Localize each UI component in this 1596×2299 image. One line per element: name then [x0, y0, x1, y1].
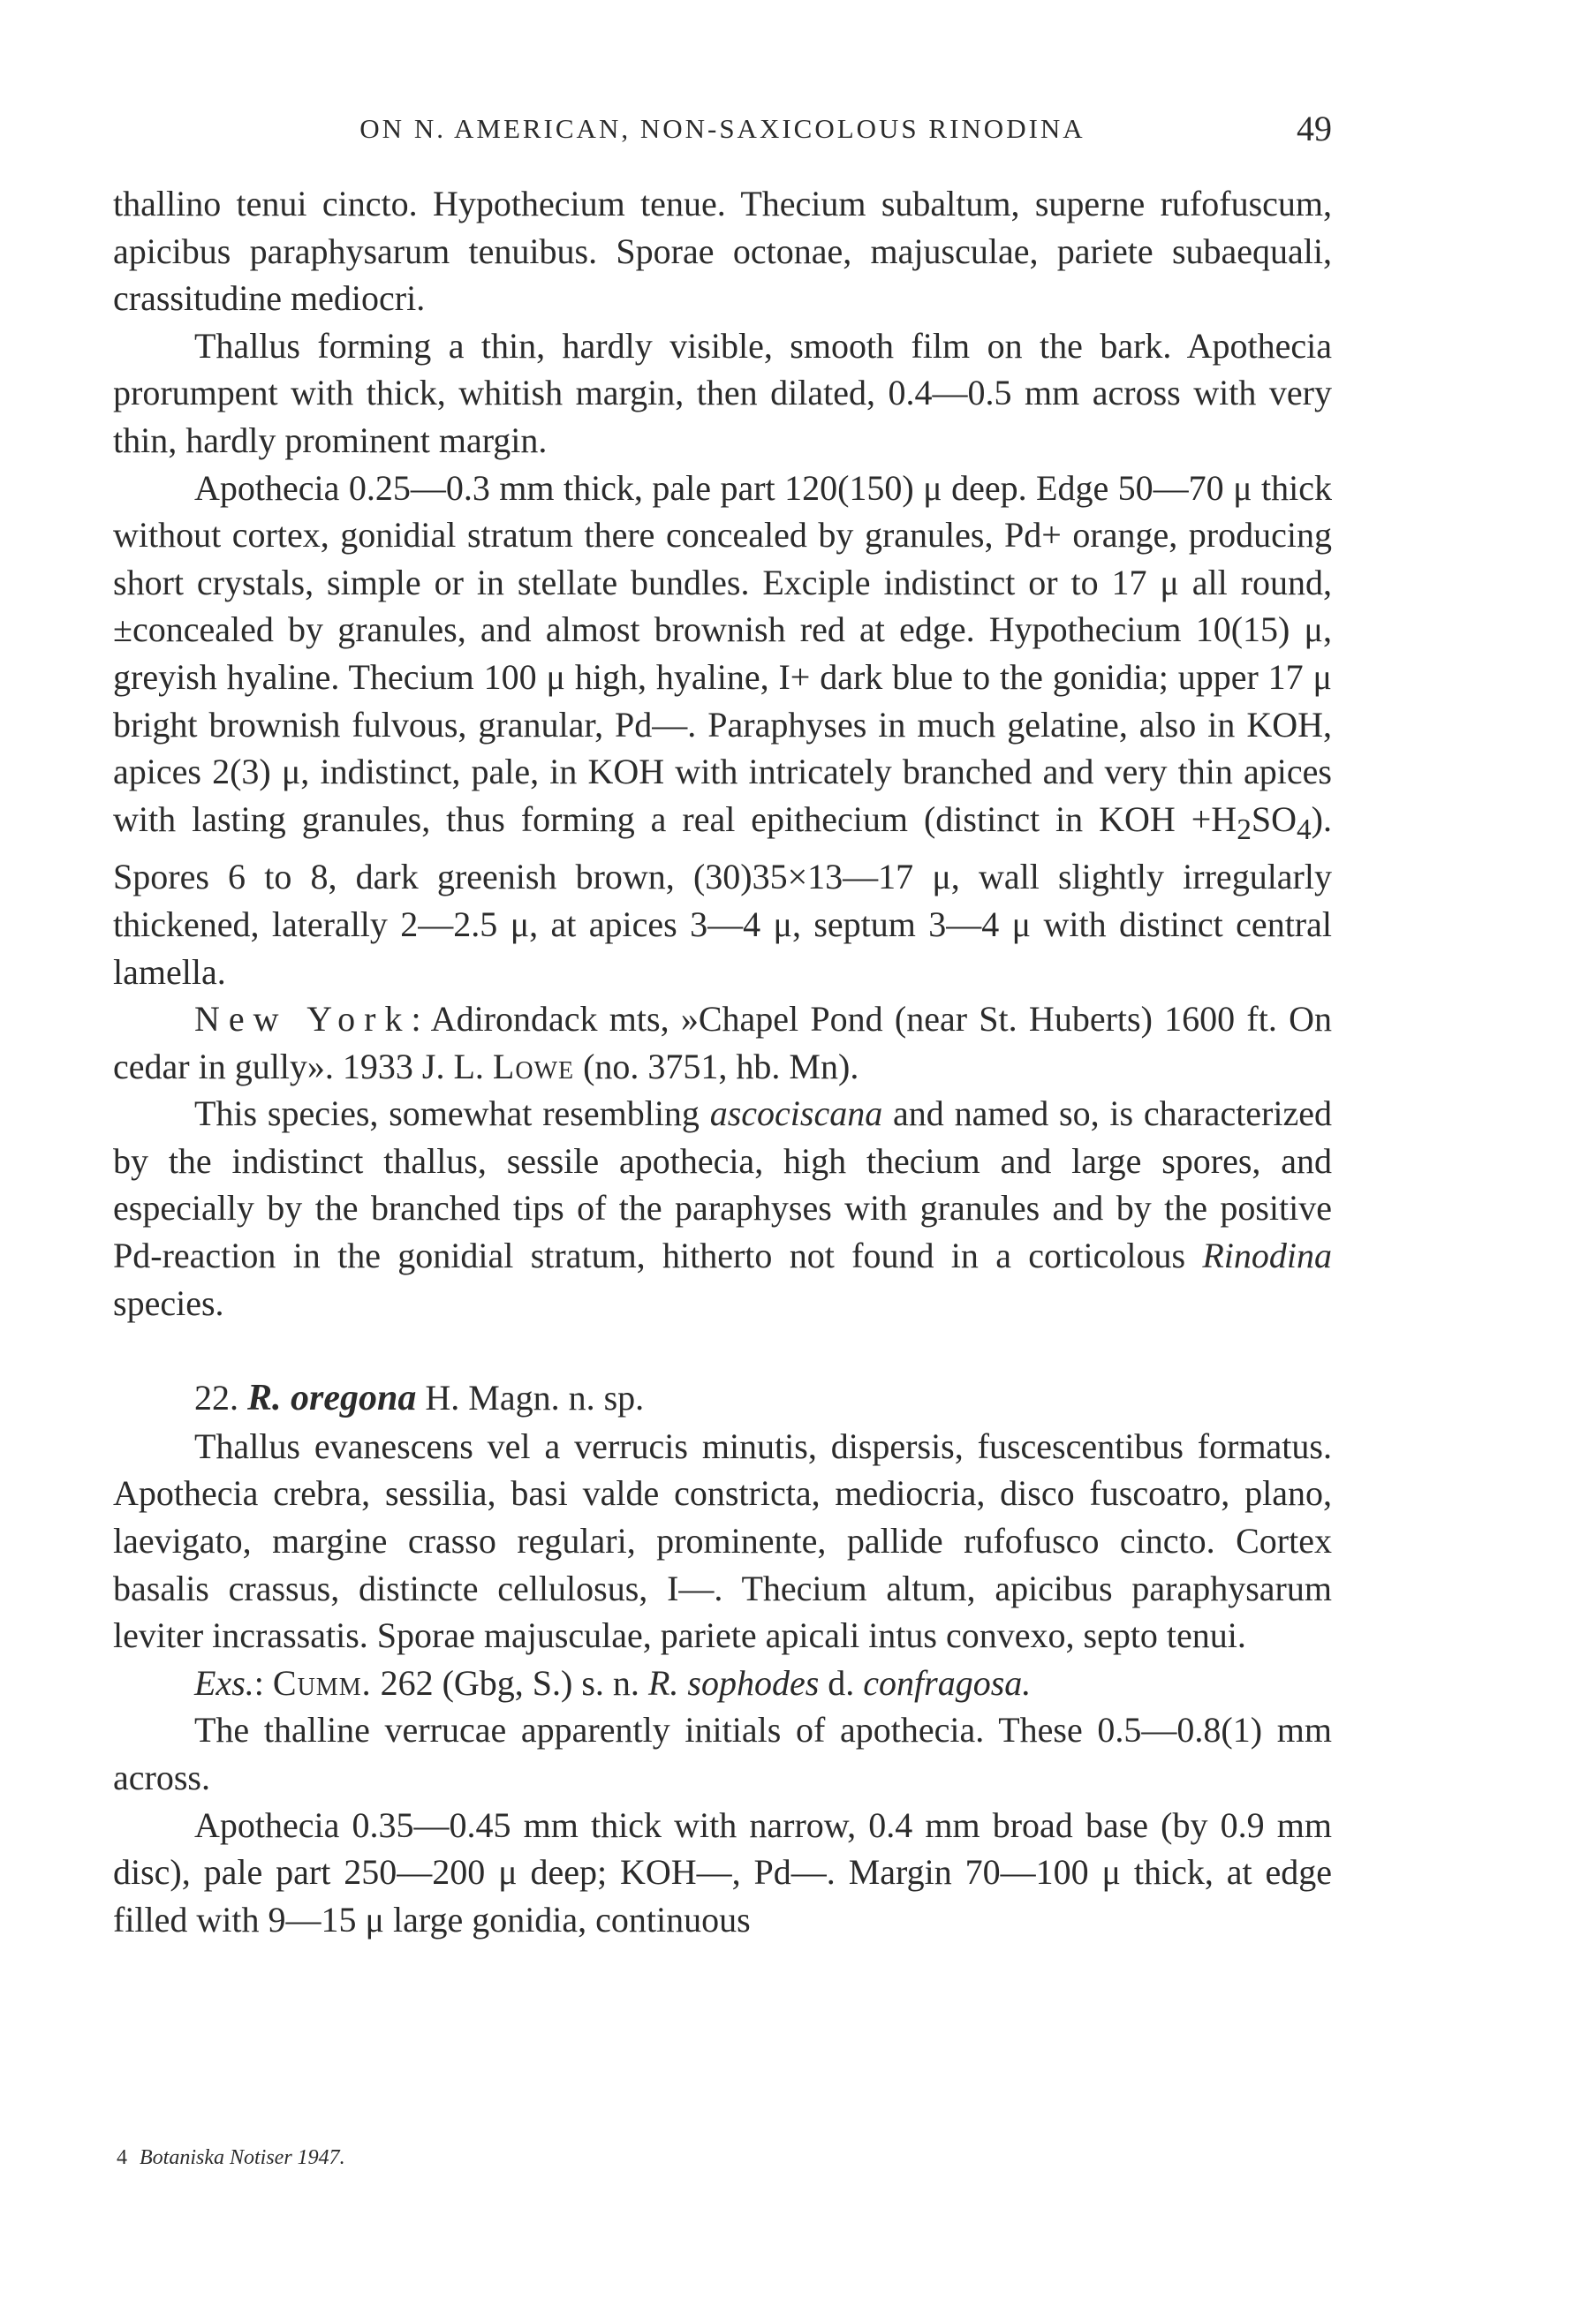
exs-label: Exs. — [194, 1662, 254, 1703]
species-heading — [113, 1374, 1332, 1423]
exs-collection: Cumm. — [272, 1662, 372, 1703]
exs-colon: : — [253, 1662, 273, 1703]
exs-d: d. — [819, 1662, 864, 1703]
subscript-2: 2 — [1237, 813, 1252, 846]
locality-text: : Adirondack mts, »Chapel Pond (near St. Huberts) 1600 ft. On cedar in gully». 1933 J. L. — [113, 999, 1332, 1086]
locality-state: New York — [194, 999, 412, 1040]
exs-variety: confragosa. — [863, 1662, 1032, 1703]
species-name: R. oregona — [247, 1378, 417, 1419]
exs-taxon: R. sophodes — [647, 1662, 820, 1703]
species-number: 22. — [194, 1378, 238, 1418]
discussion-text-a: This species, somewhat resembling — [194, 1093, 710, 1134]
running-title: ON N. AMERICAN, NON-SAXICOLOUS RINODINA — [359, 113, 1085, 144]
subscript-4: 4 — [1297, 813, 1312, 846]
page-footer — [117, 2146, 345, 2170]
discussion-text-c: species. — [113, 1282, 224, 1323]
anatomy-text-a: Apothecia 0.25—0.3 mm thick, pale part 120(150) μ deep. Edge 50—70 μ thick without cortex, gonidial stratum there concealed by granules, Pd+ orange, producing short crystals, simple or in stellate bundles. Exciple indistinct or to 17 μ all round, ±concealed by granules, and almost brownish red at edge. Hypothecium 10(15) μ, greyish hyaline. Thecium 100 μ high, hyaline, I+ dark blue to the gonidia; upper 17 μ bright brownish fulvous, granular, Pd—. Paraphyses in much gelatine, also in KOH, apices 2(3) μ, indistinct, pale, in KOH with intricately branched and very thin apices with lasting granules, thus forming a real epithecium (distinct in KOH +H — [113, 467, 1332, 839]
locality-end: (no. 3751, hb. Mn). — [574, 1046, 859, 1086]
page-header — [113, 104, 1332, 157]
exs-rest: 262 (Gbg, S.) s. n. — [371, 1662, 648, 1703]
paragraph-apothecia-oregona: Apothecia 0.35—0.45 mm thick with narrow, 0.4 mm broad base (by 0.9 mm disc), pale part 250—200 μ deep; KOH—, Pd—. Margin 70—100 μ thick, at edge filled with 9—15 μ large gonidia, continuous — [113, 1804, 1332, 1940]
paragraph-latin-diagnosis: Thallus evanescens vel a verrucis minutis, dispersis, fuscescentibus formatus. Apothecia crebra, sessilia, basi valde constricta, mediocria, disco fuscoatro, plano, laevigato, margine crasso regulari, prominente, pallide rufofusco cincto. Cortex basalis crassus, distincte cellulosus, I—. Thecium altum, apicibus paraphysarum leviter incrassatis. Sporae majusculae, pariete apicali intus convexo, septo tenui. — [113, 1426, 1332, 1656]
paragraph-latin-description-end: thallino tenui cincto. Hypothecium tenue. Thecium subaltum, superne rufofuscum, apicibus paraphysarum tenuibus. Sporae octonae, majusculae, pariete subaequali, crassitudine mediocri. — [113, 184, 1332, 319]
signature-mark: 4 — [117, 2146, 127, 2169]
journal-name: Botaniska Notiser 1947. — [140, 2146, 345, 2169]
paragraph-apothecia-anatomy — [113, 465, 1332, 996]
paragraph-discussion — [113, 1090, 1332, 1327]
page-number: 49 — [1297, 109, 1332, 148]
paragraph-exsiccata — [113, 1660, 1332, 1707]
discussion-text-b: and named so, is characterized by the indistinct thallus, sessile apothecia, high thecium and large spores, and especially by the branched tips of the paraphyses with granules and by the positive Pd-reaction in the gonidial stratum, hitherto not found in a corticolous — [113, 1093, 1332, 1276]
anatomy-text-c: ). Spores 6 to 8, dark greenish brown, (30)35×13—17 μ, wall slightly irregularly thickened, laterally 2—2.5 μ, at apices 3—4 μ, septum 3—4 μ with distinct central lamella. — [113, 798, 1332, 992]
species-authority: H. Magn. n. sp. — [425, 1378, 645, 1418]
taxon-ascociscana: ascociscana — [709, 1093, 883, 1134]
body-text — [113, 180, 1332, 1943]
paragraph-thallus: Thallus forming a thin, hardly visible, smooth film on the bark. Apothecia prorumpent with thick, whitish margin, then dilated, 0.4—0.5 mm across with very thin, hardly prominent margin. — [113, 325, 1332, 460]
anatomy-text-b: SO — [1251, 798, 1297, 839]
collector-name: Lowe — [492, 1046, 575, 1086]
paragraph-verrucae: The thalline verrucae apparently initials of apothecia. These 0.5—0.8(1) mm across. — [113, 1710, 1332, 1797]
taxon-rinodina: Rinodina — [1202, 1236, 1332, 1276]
paragraph-locality — [113, 995, 1332, 1090]
